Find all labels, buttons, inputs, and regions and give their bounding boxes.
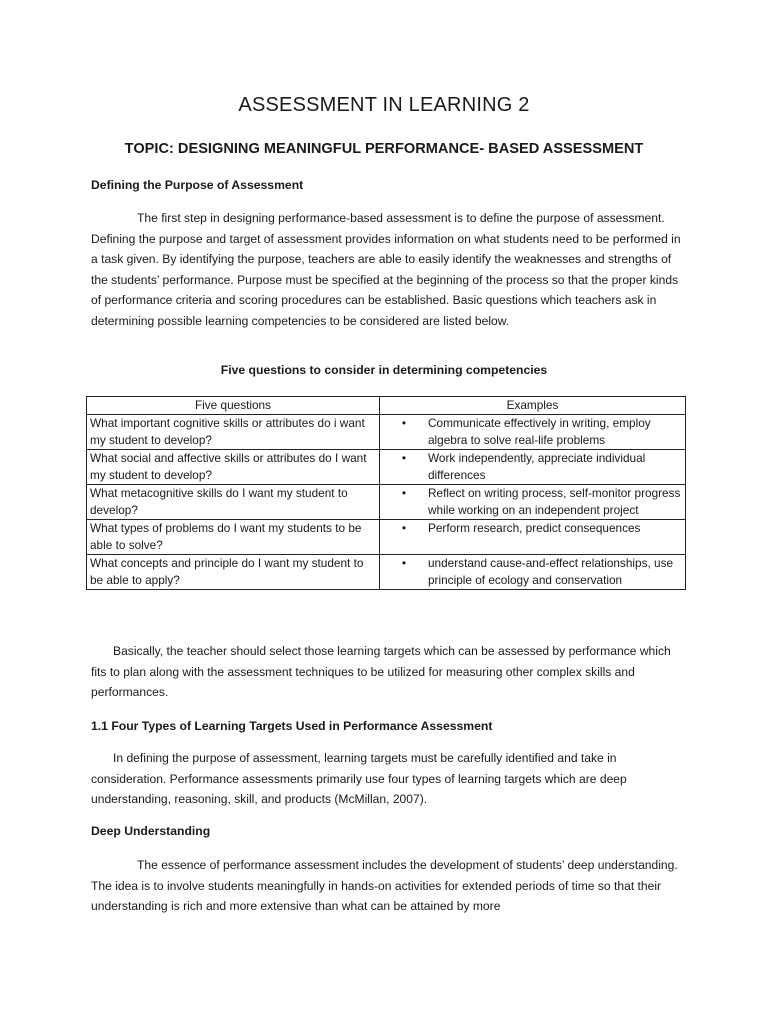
example-text: Work independently, appreciate individual differences bbox=[428, 451, 646, 482]
table-header-questions: Five questions bbox=[87, 397, 380, 415]
paragraph-purpose bbox=[91, 208, 687, 331]
topic-heading: TOPIC: DESIGNING MEANINGFUL PERFORMANCE- BASED ASSESSMENT bbox=[124, 141, 644, 157]
paragraph-learning-targets bbox=[91, 641, 687, 703]
question-cell: What types of problems do I want my students to be able to solve? bbox=[87, 520, 380, 555]
example-text: understand cause-and-effect relationships, use principle of ecology and conservation bbox=[428, 556, 674, 587]
example-text: Reflect on writing process, self-monitor progress while working on an independent project bbox=[428, 486, 681, 517]
paragraph-four-types bbox=[91, 748, 687, 810]
competencies-table bbox=[86, 396, 686, 590]
document-title: ASSESSMENT IN LEARNING 2 bbox=[238, 94, 530, 116]
question-cell: What concepts and principle do I want my student to be able to apply? bbox=[87, 555, 380, 590]
paragraph-learning-targets-text: Basically, the teacher should select those learning targets which can be assessed by performance which fits to plan along with the assessment techniques to be utilized for measuring other complex skills and performances. bbox=[91, 644, 671, 699]
example-cell bbox=[380, 555, 686, 590]
paragraph-purpose-text: The first step in designing performance-based assessment is to define the purpose of assessment. Defining the purpose and target of assessment provides information on what students need to be performed in a task given. By identifying the purpose, teachers are able to easily identify the weaknesses and strengths of the students’ performance. Purpose must be specified at the beginning of the process so that the proper kinds of performance criteria and scoring procedures can be established. Basic questions which teachers ask in determining possible learning competencies to be considered are listed below. bbox=[91, 211, 681, 328]
example-text: Perform research, predict consequences bbox=[428, 521, 641, 535]
paragraph-deep-understanding bbox=[91, 855, 687, 917]
table-row bbox=[87, 450, 686, 485]
paragraph-deep-understanding-text: The essence of performance assessment includes the development of students’ deep understanding. The idea is to involve students meaningfully in hands-on activities for extended periods of time so that their understanding is rich and more extensive than what can be attained by more bbox=[91, 858, 678, 913]
example-cell bbox=[380, 415, 686, 450]
table-header-row bbox=[87, 397, 686, 415]
question-cell: What metacognitive skills do I want my student to develop? bbox=[87, 485, 380, 520]
table-row bbox=[87, 485, 686, 520]
bullet-icon: • bbox=[401, 556, 407, 570]
table-header-examples: Examples bbox=[380, 397, 686, 415]
example-cell bbox=[380, 485, 686, 520]
example-cell bbox=[380, 450, 686, 485]
table-row bbox=[87, 415, 686, 450]
table-row bbox=[87, 520, 686, 555]
paragraph-four-types-text: In defining the purpose of assessment, learning targets must be carefully identified and take in consideration. Performance assessments primarily use four types of learning targets which are deep understanding, reasoning, skill, and products (McMillan, 2007). bbox=[91, 751, 627, 806]
question-cell: What important cognitive skills or attributes do i want my student to develop? bbox=[87, 415, 380, 450]
bullet-icon: • bbox=[401, 521, 407, 535]
bullet-icon: • bbox=[401, 451, 407, 465]
question-cell: What social and affective skills or attributes do I want my student to develop? bbox=[87, 450, 380, 485]
bullet-icon: • bbox=[401, 416, 407, 430]
bullet-icon: • bbox=[401, 486, 407, 500]
section-heading-purpose: Defining the Purpose of Assessment bbox=[91, 178, 304, 192]
example-cell bbox=[380, 520, 686, 555]
table-caption: Five questions to consider in determining competencies bbox=[220, 363, 548, 377]
section-heading-four-types: 1.1 Four Types of Learning Targets Used in Performance Assessment bbox=[91, 719, 493, 733]
table-row bbox=[87, 555, 686, 590]
example-text: Communicate effectively in writing, employ algebra to solve real-life problems bbox=[428, 416, 651, 447]
section-heading-deep-understanding: Deep Understanding bbox=[91, 824, 211, 838]
